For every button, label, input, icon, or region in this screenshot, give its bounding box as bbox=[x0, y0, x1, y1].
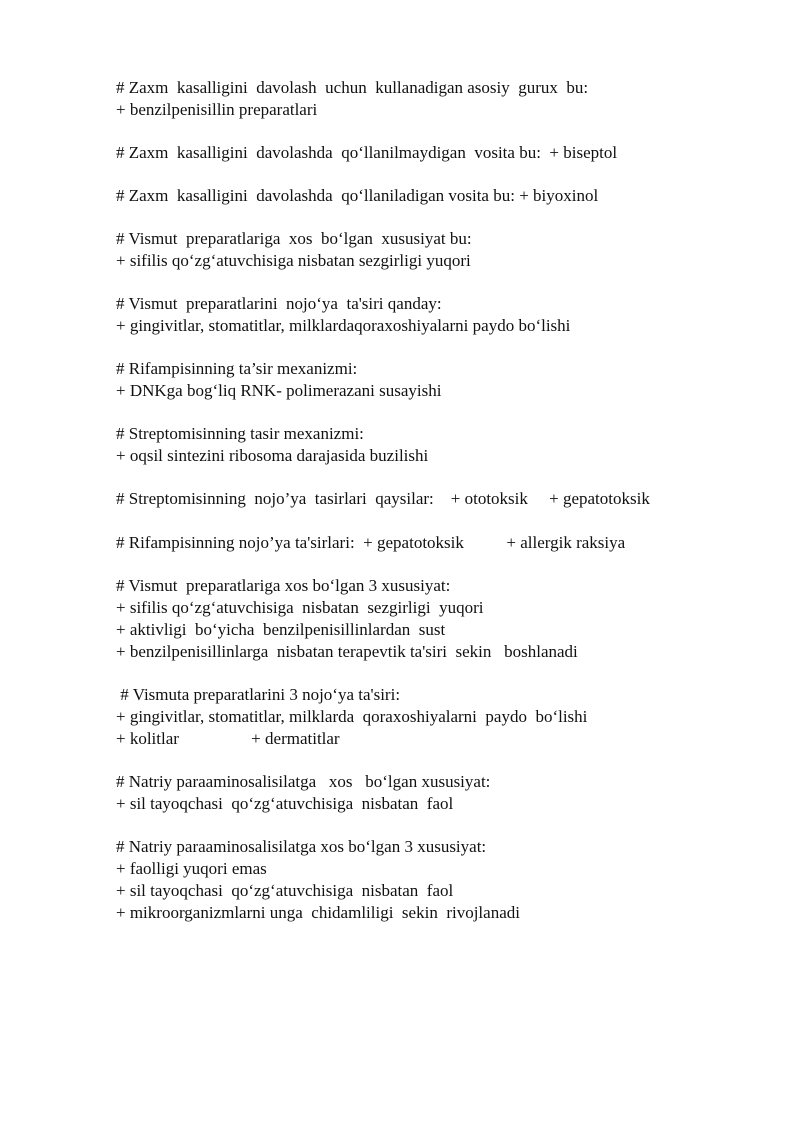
question-line: # Vismut preparatlariga xos bo‘lgan 3 xususiyat: bbox=[116, 576, 451, 595]
answer-line: + sil tayoqchasi qo‘zg‘atuvchisiga nisbatan faol bbox=[116, 794, 454, 813]
question-answer-line: # Zaxm kasalligini davolashda qo‘llaniladigan vosita bu: + biyoxinol bbox=[116, 186, 599, 205]
answer-line: + mikroorganizmlarni unga chidamliligi sekin rivojlanadi bbox=[116, 903, 520, 922]
answer-line: + sifilis qo‘zg‘atuvchisiga nisbatan sezgirligi yuqori bbox=[116, 251, 471, 270]
question-line: # Vismut preparatlarini nojo‘ya ta'siri qanday: bbox=[116, 294, 442, 313]
answer-line: + oqsil sintezini ribosoma darajasida buzilishi bbox=[116, 446, 429, 465]
answer-line: + gingivitlar, stomatitlar, milklardaqoraxoshiyalarni paydo bo‘lishi bbox=[116, 316, 571, 335]
question-answer-line: # Rifampisinning nojo’ya ta'sirlari: + gepatotoksik + allergik raksiya bbox=[116, 533, 626, 552]
answer-line: + gingivitlar, stomatitlar, milklarda qoraxoshiyalarni paydo bo‘lishi bbox=[116, 707, 588, 726]
question-line: # Vismuta preparatlarini 3 nojo‘ya ta'siri: bbox=[116, 685, 401, 704]
question-line: # Streptomisinning tasir mexanizmi: bbox=[116, 424, 364, 443]
answer-line: + DNKga bog‘liq RNK- polimerazani susayishi bbox=[116, 381, 442, 400]
question-answer-line: # Zaxm kasalligini davolashda qo‘llanilmaydigan vosita bu: + biseptol bbox=[116, 143, 618, 162]
question-line: # Natriy paraaminosalisilatga xos bo‘lgan 3 xususiyat: bbox=[116, 837, 487, 856]
question-line: # Vismut preparatlariga xos bo‘lgan xususiyat bu: bbox=[116, 229, 472, 248]
answer-line: + aktivligi bo‘yicha benzilpenisillinlardan sust bbox=[116, 620, 446, 639]
answer-line: + sil tayoqchasi qo‘zg‘atuvchisiga nisbatan faol bbox=[116, 881, 454, 900]
answer-line: + faolligi yuqori emas bbox=[116, 859, 267, 878]
answer-line: + benzilpenisillin preparatlari bbox=[116, 100, 318, 119]
answer-line: + benzilpenisillinlarga nisbatan terapevtik ta'siri sekin boshlanadi bbox=[116, 642, 578, 661]
question-line: # Rifampisinning ta’sir mexanizmi: bbox=[116, 359, 358, 378]
answer-line: + sifilis qo‘zg‘atuvchisiga nisbatan sezgirligi yuqori bbox=[116, 598, 484, 617]
answer-line: + kolitlar + dermatitlar bbox=[116, 729, 340, 748]
question-line: # Zaxm kasalligini davolash uchun kullanadigan asosiy gurux bu: bbox=[116, 78, 589, 97]
question-answer-line: # Streptomisinning nojo’ya tasirlari qaysilar: + ototoksik + gepatotoksik bbox=[116, 489, 650, 508]
question-line: # Natriy paraaminosalisilatga xos bo‘lgan xususiyat: bbox=[116, 772, 491, 791]
